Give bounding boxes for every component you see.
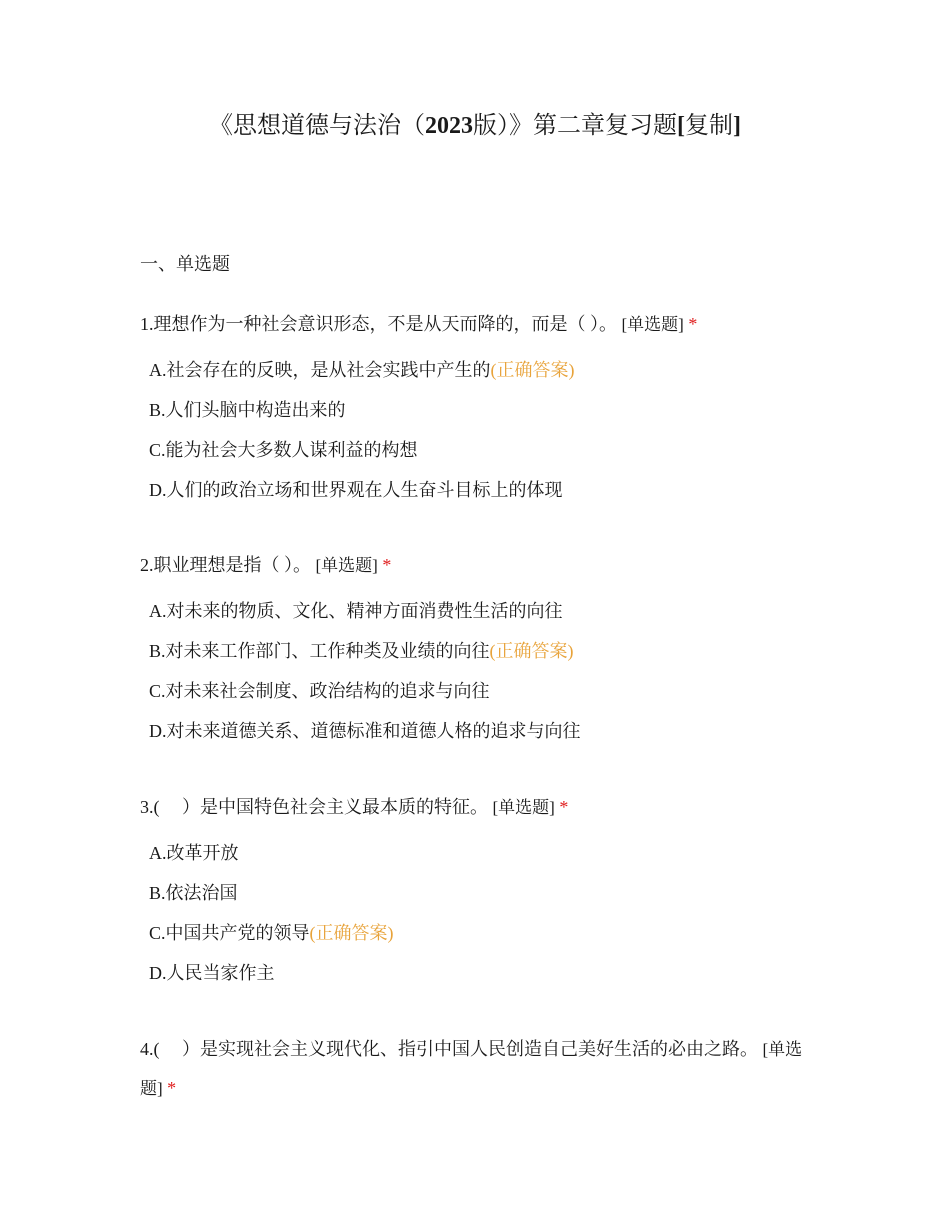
option-text: 对未来工作部门、工作种类及业绩的向往 bbox=[165, 641, 490, 661]
option-text: 改革开放 bbox=[166, 843, 239, 863]
question-stem bbox=[140, 305, 820, 344]
option-letter: C. bbox=[149, 923, 166, 943]
option-list bbox=[140, 833, 820, 993]
question-number: 2. bbox=[140, 555, 154, 575]
option-text: 依法治国 bbox=[165, 883, 238, 903]
question-3 bbox=[140, 788, 820, 993]
option-text: 人们的政治立场和世界观在人生奋斗目标上的体现 bbox=[166, 480, 563, 500]
option-letter: A. bbox=[149, 601, 167, 621]
option-letter: A. bbox=[149, 360, 167, 380]
option-a[interactable] bbox=[149, 350, 820, 390]
option-b[interactable] bbox=[149, 390, 820, 430]
option-list bbox=[140, 350, 820, 510]
option-list bbox=[140, 591, 820, 751]
option-text: 对未来社会制度、政治结构的追求与向往 bbox=[165, 681, 490, 701]
option-text: 中国共产党的领导 bbox=[165, 923, 310, 943]
option-letter: D. bbox=[149, 480, 167, 500]
page-title bbox=[0, 108, 950, 144]
option-text: 人民当家作主 bbox=[166, 963, 275, 983]
question-number: 4. bbox=[140, 1039, 154, 1059]
question-text: 理想作为一种社会意识形态，不是从天而降的，而是（ ）。 bbox=[153, 314, 617, 334]
option-b[interactable] bbox=[149, 873, 820, 913]
correct-answer-label: (正确答案) bbox=[309, 923, 394, 943]
correct-answer-label: (正确答案) bbox=[490, 360, 575, 380]
question-type-tag: [单选题] bbox=[315, 556, 378, 575]
question-stem bbox=[140, 788, 820, 827]
option-letter: B. bbox=[149, 641, 166, 661]
question-stem bbox=[140, 546, 820, 585]
question-number: 1. bbox=[140, 314, 154, 334]
required-mark: * bbox=[382, 555, 392, 575]
question-2 bbox=[140, 546, 820, 751]
section-heading: 一、单选题 bbox=[140, 254, 230, 274]
question-number: 3. bbox=[140, 797, 154, 817]
option-text: 对未来道德关系、道德标准和道德人格的追求与向往 bbox=[166, 721, 581, 741]
option-letter: B. bbox=[149, 400, 166, 420]
option-a[interactable] bbox=[149, 591, 820, 631]
question-4 bbox=[140, 1030, 820, 1108]
option-d[interactable] bbox=[149, 711, 820, 751]
option-text: 人们头脑中构造出来的 bbox=[165, 400, 346, 420]
option-text: 社会存在的反映，是从社会实践中产生的 bbox=[166, 360, 491, 380]
question-type-tag: [单选题] bbox=[140, 1040, 803, 1098]
question-stem bbox=[140, 1030, 820, 1108]
option-letter: A. bbox=[149, 843, 167, 863]
question-1 bbox=[140, 305, 820, 510]
option-letter: B. bbox=[149, 883, 166, 903]
option-a[interactable] bbox=[149, 833, 820, 873]
required-mark: * bbox=[167, 1078, 177, 1098]
option-letter: C. bbox=[149, 681, 166, 701]
required-mark: * bbox=[688, 314, 698, 334]
title-copy-label: 复制 bbox=[685, 113, 733, 139]
question-text: ( ）是中国特色社会主义最本质的特征。 bbox=[153, 797, 488, 817]
required-mark: * bbox=[559, 797, 569, 817]
option-letter: C. bbox=[149, 440, 166, 460]
option-text: 对未来的物质、文化、精神方面消费性生活的向往 bbox=[166, 601, 563, 621]
question-type-tag: [单选题] bbox=[621, 315, 684, 334]
question-text: 职业理想是指（ ）。 bbox=[153, 555, 311, 575]
option-c[interactable] bbox=[149, 913, 820, 953]
option-d[interactable] bbox=[149, 953, 820, 993]
option-d[interactable] bbox=[149, 470, 820, 510]
option-b[interactable] bbox=[149, 631, 820, 671]
title-text: 《思想道德与法治（ bbox=[209, 113, 425, 139]
title-bracket-close: ] bbox=[733, 113, 741, 139]
option-letter: D. bbox=[149, 963, 167, 983]
option-c[interactable] bbox=[149, 430, 820, 470]
option-letter: D. bbox=[149, 721, 167, 741]
correct-answer-label: (正确答案) bbox=[489, 641, 574, 661]
option-text: 能为社会大多数人谋利益的构想 bbox=[165, 440, 418, 460]
question-text: ( ）是实现社会主义现代化、指引中国人民创造自己美好生活的必由之路。 bbox=[153, 1039, 758, 1059]
title-bracket-open: [ bbox=[677, 113, 685, 139]
question-type-tag: [单选题] bbox=[492, 798, 555, 817]
title-text-2: 版）》第二章复习题 bbox=[473, 113, 677, 139]
title-year: 2023 bbox=[425, 113, 473, 139]
option-c[interactable] bbox=[149, 671, 820, 711]
